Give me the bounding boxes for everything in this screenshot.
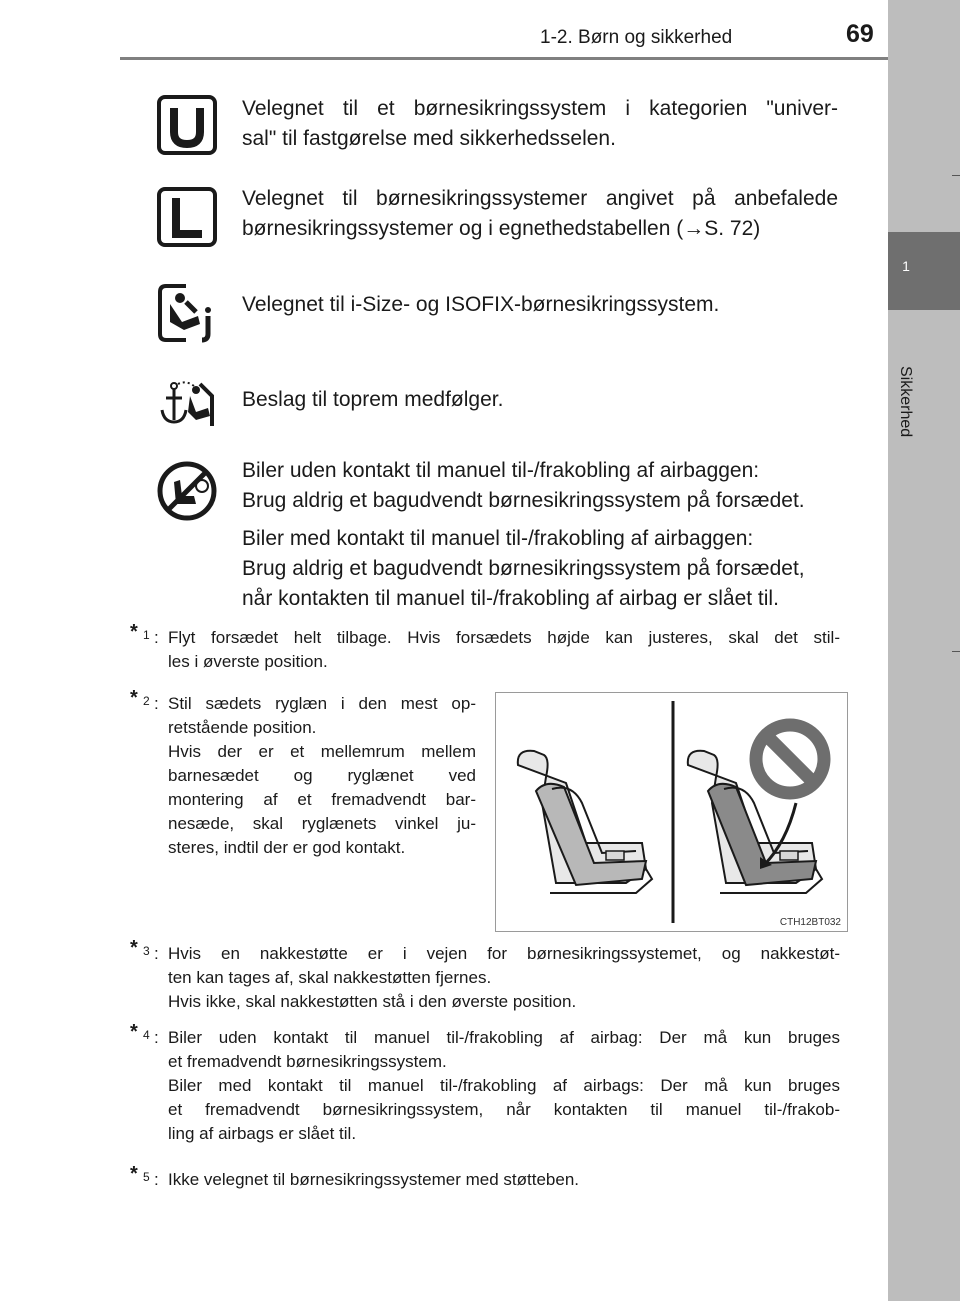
top-tether-anchor-icon [156, 376, 218, 438]
chapter-sidebar [888, 0, 960, 1301]
chapter-number: 1 [902, 258, 910, 274]
chapter-title: Sikkerhed [897, 366, 914, 438]
symbol-text: Biler uden kontakt til manuel til-/frakobling af airbaggen: Brug aldrig et bagudvendt børnesikringssystem på forsædet. Biler med kontakt til manuel til-/frakobling af airbaggen: Brug aldrig et bagudvendt børnesikringssystem på forsædet, når kontakten til manuel til-/frakobling af airbag er slået til. [242, 459, 805, 610]
no-rearward-seat-icon [156, 460, 218, 522]
child-seat-figure [495, 692, 848, 932]
isofix-seat-icon [156, 282, 218, 344]
edge-mark [952, 651, 960, 652]
header-rule [120, 57, 888, 60]
page-number: 69 [846, 20, 874, 48]
symbol-text: Velegnet til et børnesikringssystem i kategorien "univer- sal" til fastgørelse med sikkerhedsselen. [242, 97, 838, 150]
prohibition-icon [756, 725, 824, 793]
list-L-icon [156, 186, 218, 248]
universal-U-icon [156, 94, 218, 156]
child-seat-correct-icon [518, 751, 652, 893]
edge-mark [952, 175, 960, 176]
figure-code: CTH12BT032 [779, 917, 841, 928]
symbol-text: Beslag til toprem medfølger. [242, 388, 504, 411]
section-title: 1-2. Børn og sikkerhed [540, 27, 733, 48]
symbol-text: Velegnet til børnesikringssystemer angivet på anbefalede børnesikringssystemer og i egnethedstabellen (→S. 72) [242, 187, 838, 240]
symbol-text: Velegnet til i-Size- og ISOFIX-børnesikringssystem. [242, 293, 720, 316]
